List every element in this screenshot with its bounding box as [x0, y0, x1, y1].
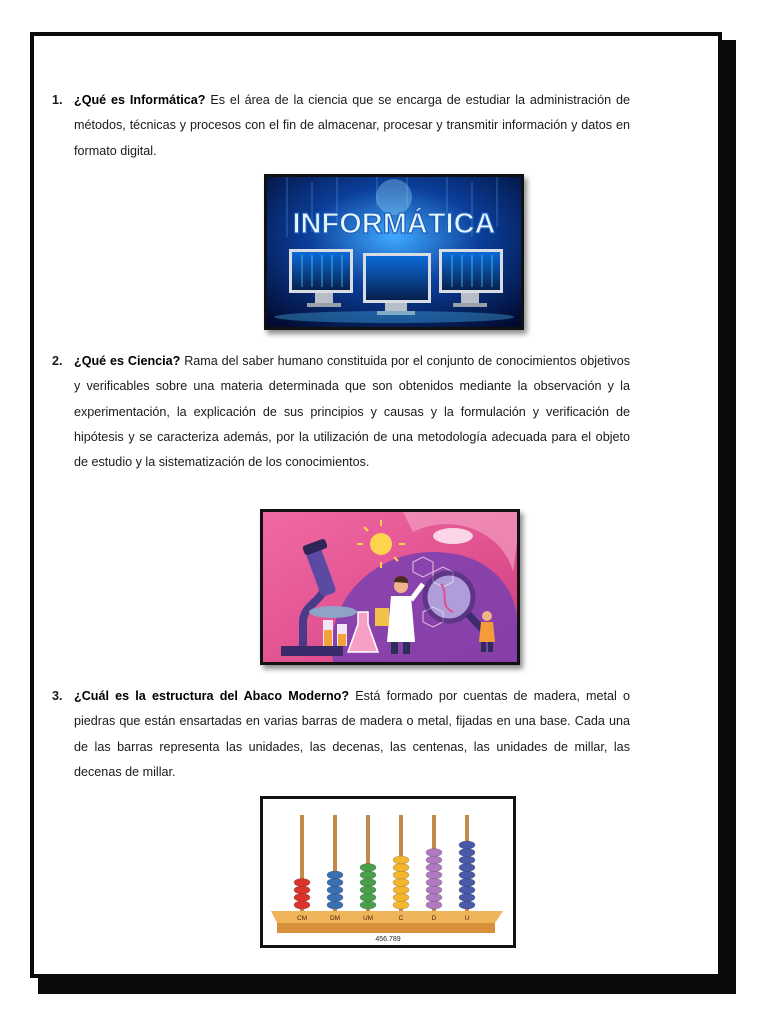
question-2-number: 2.: [52, 354, 63, 368]
abacus-bead: [459, 894, 475, 902]
abacus-number: 456.789: [375, 936, 401, 943]
abacus-bead: [459, 886, 475, 894]
abacus-bead: [426, 864, 442, 872]
abacus-bead: [294, 894, 310, 902]
abacus-bead: [426, 879, 442, 887]
abacus-bead: [426, 871, 442, 879]
abacus-bead: [393, 856, 409, 864]
abacus-bead: [360, 871, 376, 879]
abacus-bead: [459, 841, 475, 849]
abacus-bead: [393, 864, 409, 872]
question-2-body: Rama del saber humano constituida por el conjunto de conocimientos objetivos y verificables sobre una materia determinada que son obtenidos mediante la observación y la experimentación, la explicación de sus principios y causas y la formulación y verificación de hipótesis y se caracteriza además, por la utilización de una metodología adecuada para el objeto de estudio y la sistematización de los conocimientos.: [74, 354, 630, 470]
abacus-bead: [459, 879, 475, 887]
question-1-number: 1.: [52, 93, 63, 107]
question-3: [52, 684, 631, 785]
abacus-bead: [360, 894, 376, 902]
abacus-bead: [294, 879, 310, 887]
question-1: [52, 88, 630, 164]
science-image: [260, 509, 520, 665]
abacus-bead: [327, 879, 343, 887]
abacus-illustration: [263, 799, 513, 945]
abacus-bead: [393, 886, 409, 894]
abacus-label-c: C: [398, 915, 404, 922]
abacus-bead: [459, 871, 475, 879]
abacus-bead: [360, 886, 376, 894]
abacus-bead: [393, 901, 409, 909]
abacus-bead: [294, 901, 310, 909]
abacus-bead: [459, 901, 475, 909]
question-3-body: Está formado por cuentas de madera, metal o piedras que están ensartadas en varias barras de madera o metal, fijadas en una base. Cada una de las barras representa las unidades, las decenas, las centenas, las unidades de millar, las decenas de millar.: [74, 689, 631, 779]
abacus-bead: [294, 886, 310, 894]
abacus-bead: [459, 856, 475, 864]
abacus-image: [260, 796, 516, 948]
abacus-bead: [426, 901, 442, 909]
abacus-label-um: UM: [362, 915, 374, 922]
question-2-title: ¿Qué es Ciencia?: [74, 354, 181, 368]
abacus-bead: [327, 901, 343, 909]
abacus-bead: [426, 856, 442, 864]
abacus-bead: [327, 871, 343, 879]
abacus-bead: [459, 864, 475, 872]
question-3-title: ¿Cuál es la estructura del Abaco Moderno?: [74, 689, 350, 703]
abacus-bead: [360, 901, 376, 909]
abacus-bead: [327, 894, 343, 902]
abacus-label-cm: CM: [296, 915, 308, 922]
abacus-bead: [360, 879, 376, 887]
question-2: [52, 349, 630, 475]
abacus-bead: [393, 894, 409, 902]
abacus-bead: [426, 894, 442, 902]
informatica-image: [264, 174, 524, 330]
abacus-bead: [393, 879, 409, 887]
abacus-bead: [360, 864, 376, 872]
abacus-label-dm: DM: [329, 915, 341, 922]
abacus-bead: [393, 871, 409, 879]
question-1-title: ¿Qué es Informática?: [74, 93, 206, 107]
abacus-label-u: U: [464, 915, 470, 922]
informatica-title-text: INFORMÁTICA: [292, 208, 496, 240]
abacus-bead: [426, 849, 442, 857]
abacus-bead: [327, 886, 343, 894]
question-3-number: 3.: [52, 689, 63, 703]
abacus-label-d: D: [431, 915, 437, 922]
question-1-body: Es el área de la ciencia que se encarga de estudiar la administración de métodos, técnicas y procesos con el fin de almacenar, procesar y transmitir información y datos en formato digital.: [74, 93, 630, 158]
abacus-bead: [459, 849, 475, 857]
abacus-bead: [426, 886, 442, 894]
